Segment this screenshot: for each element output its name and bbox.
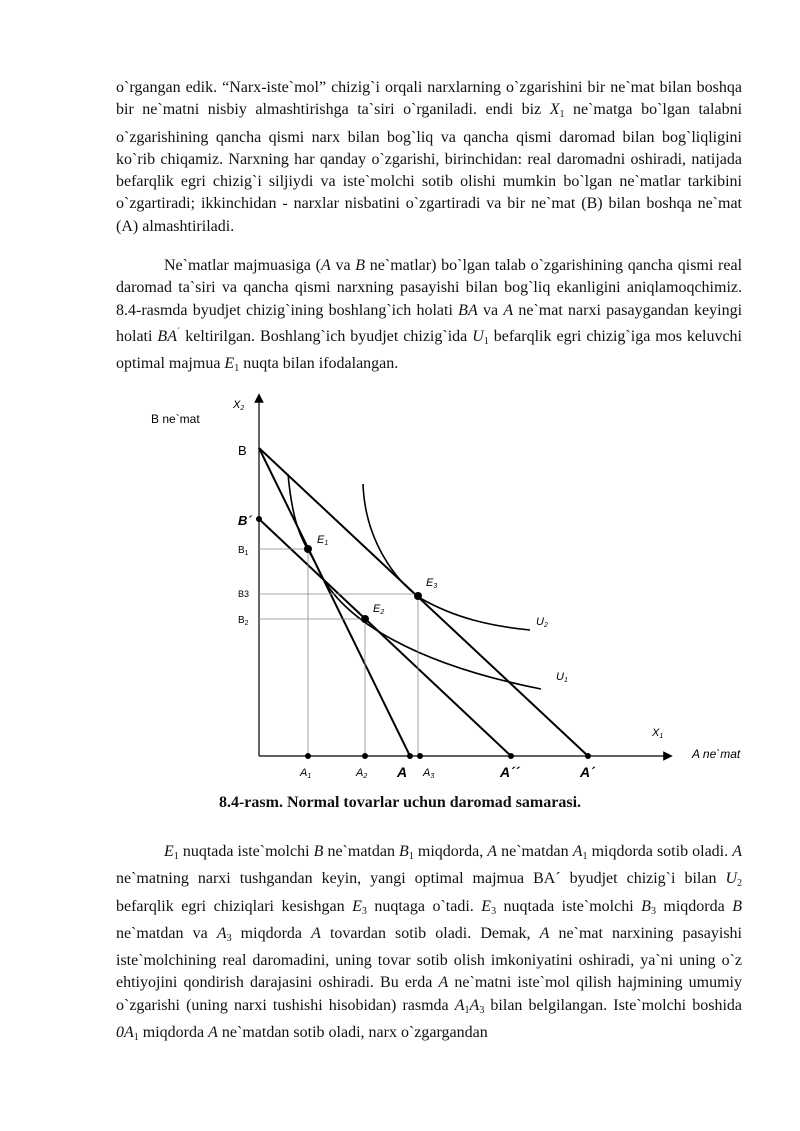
- p3-t22: 3: [491, 905, 497, 917]
- paragraph-2: [116, 255, 742, 380]
- budget-line-Bprime-Adouble: [259, 519, 511, 756]
- p3-t2: nuqtada iste`molchi: [178, 843, 314, 860]
- p3-t30: 3: [226, 932, 232, 944]
- label-E2: E2: [373, 603, 385, 616]
- p3-t19: 3: [361, 905, 367, 917]
- p2-t11: keltirilgan. Boshlang`ich byudjet chizig`ida: [180, 327, 473, 345]
- p3-t1: 1: [173, 851, 179, 862]
- p3-t37: ne`matni iste`mol qilish hajmining umumiy o`zgarishi (uning narxi tushishi hisobidan) rasmda: [116, 974, 743, 1014]
- p3-t11: 1: [582, 851, 588, 862]
- label-A-double: A´´: [500, 764, 520, 780]
- p1-x-symbol: X: [549, 101, 560, 119]
- p3-t17: befarqlik egri chiziqlari kesishgan: [116, 897, 353, 915]
- p3-t9: ne`matdan: [497, 843, 573, 860]
- indifference-curve-U2: [363, 484, 530, 630]
- y-axis-symbol: X2: [233, 399, 245, 412]
- p3-t31: miqdorda: [231, 924, 312, 942]
- point-A2: [362, 753, 368, 759]
- p3-t16: 2: [737, 878, 742, 890]
- p3-t14: ne`matning narxi tushgandan keyin, yangi optimal majmua BA´ byudjet chizig`i bilan: [116, 870, 726, 888]
- p3-t4: ne`matdan: [323, 843, 400, 860]
- x-axis-symbol: X1: [652, 727, 664, 740]
- label-B3: B3: [238, 589, 250, 599]
- label-A: A: [397, 764, 408, 780]
- x-axis-title: A ne`mat: [692, 747, 741, 761]
- p3-t12: miqdorda sotib oladi.: [587, 843, 733, 860]
- label-A3: A3: [423, 767, 435, 780]
- p2-t5: BA: [458, 301, 478, 319]
- p3-t36: A: [438, 974, 449, 992]
- point-E2: [361, 615, 369, 623]
- p3-t24: B: [641, 897, 651, 915]
- p3-t38: A: [454, 996, 465, 1014]
- p3-t21: E: [481, 897, 492, 915]
- figure-8-4: [0, 390, 800, 790]
- p3-t8: A: [487, 843, 498, 860]
- label-B1: $B_1$: [238, 545, 249, 557]
- point-E1: [304, 545, 312, 553]
- p2-t6: va: [477, 301, 504, 319]
- p2-t16: 1: [234, 363, 240, 375]
- p3-t42: bilan belgilangan. Iste`molchi boshida: [484, 996, 742, 1014]
- p1-text-b: ne`matga bo`lgan talabni o`zgarishining qancha qismi narx bilan bog`liq va qancha qismi daromad bilan bog`liqligini ko`rib chiqamiz. Narxning har qanday o`zgarishi, birinchidan: real daromadni oshiradi, natijada befarqlik egri chizig`i siljiydi va iste`molchi sotib olishi mumkin bo`lgan ne`matlar tarkibini o`zgartiradi; ikkinchidan - narxlar nisbatini o`zgartiradi va bir ne`mat (B) bilan boshqa ne`mat (A) almashtiriladi.: [116, 101, 743, 235]
- label-A-prime: A´: [580, 764, 595, 780]
- p3-t34: A: [539, 924, 550, 942]
- p3-t43: 0A: [116, 1024, 134, 1042]
- p3-t35: ne`mat narxining pasayishi iste`molchining real daromadini, uning tovar sotib olish imkoniyatini oshiradi, ya`ni uning o`z ehtiyojini qondirish darajasini oshiradi. Bu erda: [116, 924, 743, 992]
- label-B-prime: B´: [238, 513, 252, 528]
- p2-t15: E: [224, 355, 235, 373]
- label-A1: A1: [300, 767, 312, 780]
- p3-t15: U: [725, 870, 737, 888]
- p2-t4: ne`matlar) bo`lgan talab o`zgarishining qancha qismi real daromad ta`siri va qancha qismi narxning pasayishi bilan bog`liq ekanligini aniqlamoqchimiz. 8.4-rasmda byudjet chizig`ining boshlang`ich holati: [116, 257, 743, 319]
- p3-t28: ne`matdan va: [116, 924, 217, 942]
- p3-t47: ne`matdan sotib oladi, narx o`zgargandan: [217, 1024, 488, 1042]
- p3-t41: 3: [479, 1004, 485, 1016]
- p2-t8: ne`mat narxi pasaygandan keyingi holati: [116, 301, 743, 345]
- p3-t46: A: [208, 1024, 218, 1042]
- p2-t13: 1: [483, 335, 489, 347]
- p3-t23: nuqtada iste`molchi: [496, 897, 642, 915]
- p1-x-sub: 1: [559, 109, 565, 121]
- paragraph-3: [116, 841, 742, 1049]
- p3-t3: B: [313, 843, 324, 860]
- label-E1: E1: [317, 534, 329, 547]
- p3-t20: nuqtaga o`tadi.: [366, 897, 482, 915]
- p2-t3: B: [355, 257, 366, 274]
- figure-caption: 8.4-rasm. Normal tovarlar uchun daromad samarasi.: [218, 794, 582, 811]
- p3-t0: E: [164, 843, 174, 860]
- p2-t14: befarqlik egri chizig`iga mos keluvchi optimal majmua: [116, 327, 743, 373]
- p2-t7: A: [503, 301, 514, 319]
- point-A3: [417, 753, 423, 759]
- label-U1: U1: [556, 671, 568, 684]
- y-axis-title: B ne`mat: [151, 412, 200, 426]
- p3-t7: miqdorda,: [413, 843, 488, 860]
- point-A-prime: [585, 753, 591, 759]
- label-E3: E3: [426, 577, 438, 590]
- point-E3: [414, 592, 422, 600]
- p1-text-a: o`rgangan edik. “Narx-iste`mol” chizig`i orqali narxlarning o`zgarishini bir ne`mat bilan boshqa bir ne`matni nisbiy almashtirishga ta`siri o`rganiladi. endi biz: [116, 79, 742, 119]
- point-A-double: [508, 753, 514, 759]
- p3-t33: tovardan sotib oladi. Demak,: [320, 924, 540, 942]
- p3-t13: A: [732, 843, 742, 860]
- p3-t45: miqdorda: [138, 1024, 209, 1042]
- point-B-prime: [256, 516, 262, 522]
- p2-t9: BA: [157, 327, 177, 345]
- p2-t10: ´: [176, 326, 181, 338]
- p2-t0: Ne`matlar majmuasiga (: [164, 257, 321, 274]
- label-A2: A2: [356, 767, 368, 780]
- p2-t12: U: [472, 327, 484, 345]
- p3-t6: 1: [408, 851, 414, 862]
- label-B2: $B_2$: [238, 615, 249, 627]
- label-U2: U2: [536, 616, 548, 629]
- p3-t32: A: [311, 924, 321, 942]
- point-A1: [305, 753, 311, 759]
- paragraph-1: [116, 77, 742, 238]
- point-A: [407, 753, 413, 759]
- p2-t17: nuqta bilan ifodalangan.: [239, 355, 399, 373]
- p3-t44: 1: [133, 1032, 139, 1044]
- p3-t27: B: [732, 897, 743, 915]
- label-B: B: [238, 443, 247, 458]
- p3-t40: A: [469, 996, 480, 1014]
- p2-t2: va: [330, 257, 356, 274]
- p3-t29: A: [216, 924, 227, 942]
- p3-t25: 3: [650, 905, 656, 917]
- p3-t5: B: [399, 843, 409, 860]
- p3-t26: miqdorda: [655, 897, 733, 915]
- p2-t1: A: [320, 257, 331, 274]
- p3-t39: 1: [464, 1004, 470, 1016]
- p3-t18: E: [352, 897, 362, 915]
- budget-line-BA: [259, 448, 410, 756]
- p3-t10: A: [572, 843, 583, 860]
